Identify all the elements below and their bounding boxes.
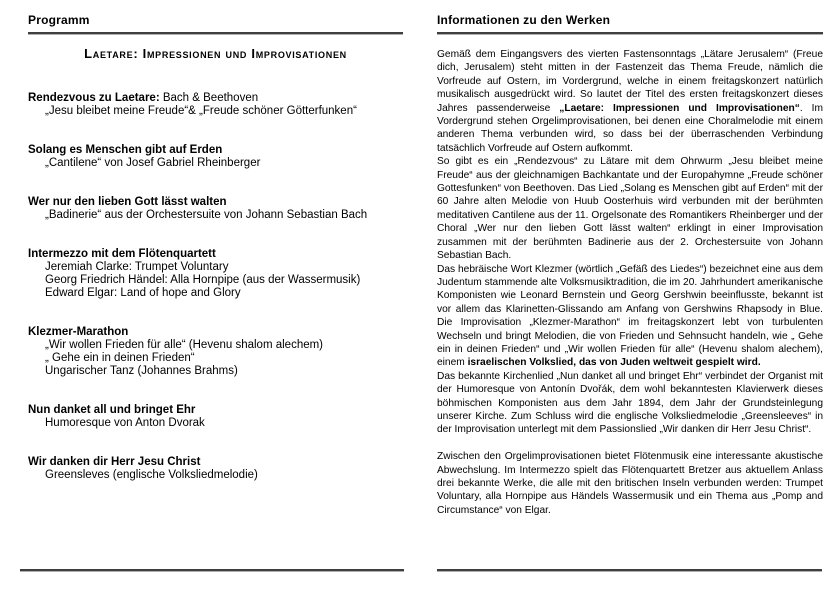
program-entry-title: Wer nur den lieben Gott lässt walten (28, 196, 227, 208)
info-paragraph-bold-run: israelischen Volkslied, das von Juden weltweit gespielt wird. (467, 357, 761, 369)
info-paragraph-run: Gemäß dem Eingangsvers des vierten Fastensonntags „Lätare Jerusalem“ (Freue dich, Jerusalem) steht mitten in der Fastenzeit das Thema Freude, nämlich die Vorfreude auf Ostern, im Vordergrund, welche in einem freitagskonzert natürlich musikalisch ausgedrückt wird. So lautet der Titel des ersten freitagskonzert dieses Jahres passenderweise (437, 49, 823, 114)
program-entry (28, 248, 403, 300)
info-paragraph (437, 48, 823, 155)
program-entry (28, 326, 403, 378)
program-entry-subline: „Jesu bleibet meine Freude“& „Freude schöner Götterfunken“ (45, 105, 357, 117)
left-footer-rule (20, 569, 404, 572)
program-title: Laetare: Impressionen und Improvisationen (84, 46, 347, 61)
program-entry-subline: „Wir wollen Frieden für alle“ (Hevenu shalom alechem) (45, 339, 324, 351)
program-entry (28, 92, 403, 118)
info-paragraph-bold-run: „Laetare: Impressionen und Improvisationen“ (559, 102, 800, 114)
info-paragraphs (437, 48, 823, 517)
info-paragraph (437, 370, 823, 437)
program-entry (28, 144, 403, 170)
info-paragraph-run: So gibt es ein „Rendezvous“ zu Lätare mit dem Ohrwurm „Jesu bleibet meine Freude“ aus der gleichnamigen Bachkantate und der Europahymne „Freude schöner Gottesfunken“ von Beethoven. Das Lied „Solang es Menschen gibt auf Erden“ mit der 60 Jahre alten Melodie von Huub Oosterhuis wird verbunden mit der berühmten meditativen Cantilene aus der 11. Orgelsonate des Romantikers Rheinberger und der Choral „Wer nur den lieben Gott lässt walten“ erklingt in einer Improvisation zusammen mit der berühmten Badinerie aus der 2. Orchestersuite von Johann Sebastian Bach. (437, 156, 823, 262)
program-entry-title: Solang es Menschen gibt auf Erden (28, 144, 223, 156)
program-entry-title: Nun danket all und bringet Ehr (28, 404, 196, 416)
program-column (28, 13, 403, 508)
program-entry-subline: Edward Elgar: Land of hope and Glory (45, 287, 241, 299)
info-paragraph-run: . Im Vordergrund stehen Orgelimprovisationen, bei denen eine Choralmelodie mit einem anderen Thema verbunden wird, so dass bei der überraschenden Verbindung tatsächlich Vorfreude auf Ostern aufkommt. (437, 102, 823, 154)
program-entry-subline: Ungarischer Tanz (Johannes Brahms) (45, 365, 238, 377)
program-entry-title: Wir danken dir Herr Jesu Christ (28, 456, 201, 468)
program-entry (28, 404, 403, 430)
program-entry-subline: Georg Friedrich Händel: Alla Hornpipe (aus der Wassermusik) (45, 274, 361, 286)
program-entry-title: Klezmer-Marathon (28, 326, 129, 338)
program-entry (28, 196, 403, 222)
program-entry-subline: Humoresque von Anton Dvorak (45, 417, 205, 429)
program-header: Programm (28, 13, 90, 27)
program-entry-subline: „Badinerie“ aus der Orchestersuite von Johann Sebastian Bach (45, 209, 368, 221)
info-header: Informationen zu den Werken (437, 13, 611, 27)
info-paragraph-run: Zwischen den Orgelimprovisationen bietet Flötenmusik eine interessante akustische Abwechslung. Im Intermezzo spielt das Flötenquartett Bretzer aus aktuellem Anlass drei bekannte Werke, die alle mit den britischen Inseln verbunden werden: Trumpet Voluntary, alla Hornpipe aus Händels Wassermusik und ein Thema aus „Pomp and Circumstance“ von Elgar. (437, 451, 823, 516)
program-entry-title: Intermezzo mit dem Flötenquartett (28, 248, 216, 260)
program-entries (28, 92, 403, 482)
info-paragraph (437, 450, 823, 517)
program-entry-subline: Greensleves (englische Volksliedmelodie) (45, 469, 258, 481)
info-paragraph (437, 155, 823, 262)
program-header-rule (28, 32, 403, 35)
info-header-rule (437, 32, 823, 35)
program-entry-subline: „ Gehe ein in deinen Frieden“ (45, 352, 195, 364)
info-paragraph-run: Das hebräische Wort Klezmer (wörtlich „Gefäß des Liedes“) bezeichnet eine aus dem Judentum stammende alte Volksmusiktradition, die im 20. Jahrhundert amerikanische Komponisten wie Leonard Bernstein und Georg Gershwin beeinflusste, bekannt ist vor allem das Klarinetten-Glissando am Anfang von Gershwins Rhapsody in Blue. Die Improvisation „Klezmer-Marathon“ im freitagskonzert lebt von turbulenten Wechseln und bringt Melodien, die von Frieden und Sehnsucht handeln, wie „ Gehe ein in deinen Frieden“ und „Wir wollen Frieden für alle“ (Hevenu shalom alechem), einem (437, 263, 823, 369)
program-entry-subline: „Cantilene“ von Josef Gabriel Rheinberger (45, 157, 261, 169)
info-paragraph (437, 263, 823, 370)
info-column (437, 13, 823, 517)
program-entry (28, 456, 403, 482)
program-entry-title-suffix: Bach & Beethoven (159, 92, 259, 104)
info-paragraph-run: Das bekannte Kirchenlied „Nun danket all und bringet Ehr“ verbindet der Organist mit der Humoresque von Antonín Dvořák, dem wohl bekanntesten Klavierwerk dieses böhmischen Komponisten aus dem Jahr 1894, dem Jahr der Grundsteinlegung unserer Kirche. Zum Schluss wird die englische Volksliedmelodie „Greensleeves“ in der Improvisation unterlegt mit dem Passionslied „Wir danken dir Herr Jesu Christ“. (437, 370, 823, 436)
program-entry-subline: Jeremiah Clarke: Trumpet Voluntary (45, 261, 229, 273)
right-footer-rule (437, 569, 822, 572)
program-entry-title: Rendezvous zu Laetare: Bach & Beethoven (28, 92, 259, 104)
